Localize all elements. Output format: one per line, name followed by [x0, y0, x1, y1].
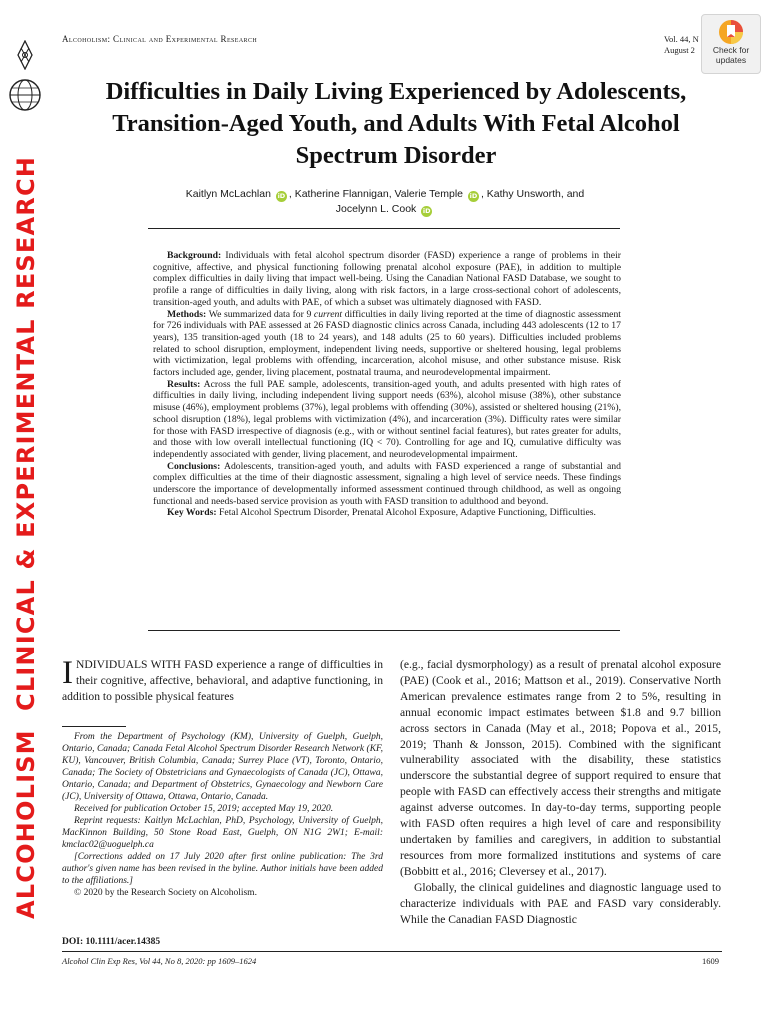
footnote-received: Received for publication October 15, 2019; accepted May 19, 2020.: [74, 804, 334, 814]
author-cook: Jocelynn L. Cook: [335, 203, 417, 215]
orcid-icon[interactable]: iD: [422, 207, 431, 215]
footnotes: [62, 731, 383, 899]
author-mclachlan: Kaitlyn McLachlan: [185, 188, 271, 200]
issue-date: August 2: [664, 45, 695, 55]
check-for-updates-line2: updates: [715, 55, 747, 65]
spine-word-alcoholism: ALCOHOLISM: [12, 729, 40, 920]
abstract-methods-text-b: difficulties in daily living reported at the time of diagnostic assessment for 726 individuals with PAE assessed at 26 FASD diagnostic clinics across Canada, including 443 adolescents (12 to 17 years), 135 transition-aged youth (18 to 24 years), and 148 adults (25 to 60 years). Difficulties included problems related to school disruption, employment, independent living needs, supportive or sheltered housing, legal problems with victimization, legal problems with offending, incarceration, alcohol misuse, and other substance misuse. Risk factors included age, gender, living placement, postnatal trauma, and neurodevelopmental impairment.: [153, 308, 621, 379]
ras-logo-icon: [10, 40, 40, 70]
abstract-methods: [153, 309, 621, 379]
abstract-methods-text-a: We summarized data for 9: [206, 308, 314, 320]
footnote-corrections: [Corrections added on 17 July 2020 after first online publication: The 3rd author's given name has been revised in the byline. Author initials have been added to the affiliations.]: [62, 852, 383, 886]
spine-journal-title: [4, 155, 48, 920]
abstract-conclusions: [153, 461, 621, 508]
abstract-keywords-text: Fetal Alcohol Spectrum Disorder, Prenatal Alcohol Exposure, Adaptive Functioning, Difficulties.: [216, 507, 596, 519]
abstract-background-text: Individuals with fetal alcohol spectrum disorder (FASD) experience a range of problems in their cognitive, affective, and physical functioning following prenatal alcohol exposure (PAE), in addition to multiple complex difficulties in daily living that impact well-being. Using the Canadian National FASD Database, we sought to profile a range of difficulties in daily living, along with risk factors, in a large cross-sectional cohort of adolescents, transition-aged youth, and adults with PAE, of which a subset was ultimately diagnosed with FASD.: [153, 250, 621, 308]
abstract-methods-label: Methods:: [167, 308, 207, 320]
title-line-3: Spectrum Disorder: [295, 142, 497, 169]
check-for-updates-icon: [718, 19, 744, 45]
orcid-icon[interactable]: iD: [277, 192, 286, 200]
footer-citation: Alcohol Clin Exp Res, Vol 44, No 8, 2020: pp 1609–1624: [62, 956, 257, 966]
abstract-background: [153, 250, 621, 309]
abstract: [153, 250, 621, 519]
check-for-updates-line1: Check for: [712, 45, 750, 55]
abstract-conclusions-label: Conclusions:: [167, 460, 221, 472]
intro-text: experience a range of difficulties in their cognitive, affective, behavioral, and adaptive functioning, in addition to possible physical features: [62, 658, 383, 703]
footnote-copyright: © 2020 by the Research Society on Alcoholism.: [74, 888, 257, 898]
body-left-column: [62, 657, 383, 705]
author-unsworth: , Kathy Unsworth, and: [480, 188, 585, 200]
abstract-keywords: [153, 507, 621, 519]
title-line-1: Difficulties in Daily Living Experienced by Adolescents,: [105, 78, 687, 105]
footnote-rule: [62, 726, 126, 727]
body-intro-paragraph: [62, 657, 383, 705]
abstract-top-rule: [148, 228, 620, 229]
doi-link[interactable]: DOI: 10.1111/acer.14385: [62, 937, 161, 947]
abstract-results: [153, 379, 621, 461]
page-number: 1609: [702, 956, 719, 966]
running-head-journal: Alcoholism: Clinical and Experimental Research: [62, 34, 258, 44]
intro-small-caps: NDIVIDUALS WITH FASD: [76, 658, 214, 671]
issue-volume: Vol. 44, N: [664, 34, 699, 44]
author-byline: [140, 187, 630, 217]
orcid-icon[interactable]: iD: [469, 192, 478, 200]
body-right-paragraph-1: (e.g., facial dysmorphology) as a result of prenatal alcohol exposure (PAE) (Cook et al., 2016; Mattson et al., 2019). Conservative North American prevalence estimates range from 2 to 5%, resulting in annual economic impact estimates between $1.8 and 9.7 billion across sectors in Canada (May et al., 2018; Popova et al., 2015, 2019; Thanh & Jonsson, 2015). Combined with the significant vulnerability associated with the disability, these statistics underscore the substantial degree of support required to ensure that people with FASD can effectively access their strengths and mitigate against adverse outcomes. In day-to-day terms, supporting people with FASD often requires a high level of care and responsibility undertaken by families and caregivers, in addition to substantial resources from more formalized institutions and systems of care (Bobbitt et al., 2016; Cleversey et al., 2017).: [400, 658, 721, 878]
title-line-2: Transition-Aged Youth, and Adults With Fetal Alcohol: [112, 110, 680, 137]
footnote-reprint: Reprint requests: Kaitlyn McLachlan, PhD, Psychology, University of Guelph, MacKinnon Building, 50 Stone Road East, Guelph, ON N1G 2W1; E-mail: kmclac02@uoguelph.ca: [62, 816, 383, 850]
drop-cap: I: [62, 655, 73, 691]
check-for-updates-button[interactable]: [701, 14, 761, 74]
abstract-results-label: Results:: [167, 378, 201, 390]
footnote-affiliation: From the Department of Psychology (KM), University of Guelph, Guelph, Ontario, Canada; Canada Fetal Alcohol Spectrum Disorder Research Network (KF, KU), Vancouver, British Columbia, Canada; Surrey Place (VT), Toronto, Ontario, Canada; The Society of Obstetricians and Gynaecologists of Canada (JC), Ottawa, Ontario, Canada; and Department of Obstetrics, Gynaecology and Newborn Care (JC), University of Ottawa, Ottawa, Ontario, Canada.: [62, 732, 383, 802]
journal-spine: [0, 0, 52, 1024]
abstract-results-text: Across the full PAE sample, adolescents, transition-aged youth, and adults presented with high rates of difficulties in daily living, including independent living support needs (63%), alcohol misuse (38%), other substance misuse (46%), employment problems (37%), legal problems with offending (30%), assisted or sheltered housing (21%), school disruption (18%), legal problems with victimization (4%), and incarceration (3%). Difficulty rates were similar for those with FASD irrespective of diagnosis (e.g., with or without sentinel facial features), but rates greater for adults, and those with low overall intellectual functioning (IQ < 70). Controlling for age and IQ, cumulative difficulty was independently associated with gender, living placement, and neurodevelopmental impairment.: [153, 378, 621, 460]
article-title: [66, 76, 726, 172]
abstract-methods-current: current: [313, 308, 343, 320]
body-right-column: [400, 657, 721, 927]
isbra-globe-icon: [8, 78, 42, 112]
abstract-background-label: Background:: [167, 250, 222, 261]
spine-word-clinical: CLINICAL & EXPERIMENTAL RESEARCH: [12, 155, 40, 711]
footer-rule: [62, 951, 722, 952]
body-right-paragraph-2: Globally, the clinical guidelines and diagnostic language used to characterize individuals with PAE and FASD vary considerably. While the Canadian FASD Diagnostic: [400, 880, 721, 926]
abstract-bottom-rule: [148, 630, 620, 631]
author-flannigan-temple: , Katherine Flannigan, Valerie Temple: [288, 188, 464, 200]
abstract-conclusions-text: Adolescents, transition-aged youth, and adults with FASD experienced a range of substantial and complex difficulties at the time of their diagnostic assessment, signaling a high level of service needs. These findings underscore the importance of developmentally informed assessment continued through childhood, as well as ongoing functional and needs-based service provision as youth with FASD transition to adulthood and beyond.: [153, 460, 621, 507]
abstract-keywords-label: Key Words:: [167, 507, 217, 519]
